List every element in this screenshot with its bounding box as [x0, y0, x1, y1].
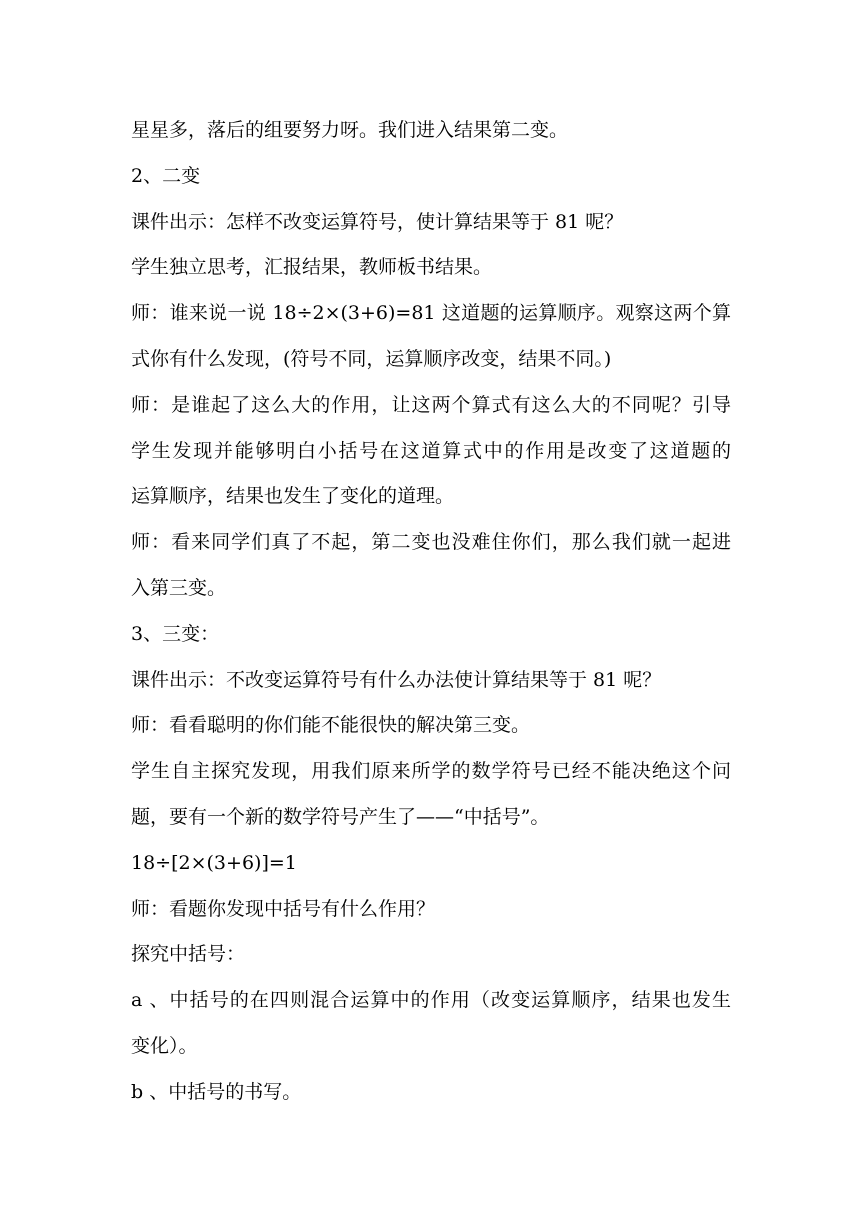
section-heading: 2、二变 [131, 164, 201, 187]
text-line: 运算顺序，结果也发生了变化的道理。 [131, 485, 455, 508]
text-line: 式你有什么发现，(符号不同，运算顺序改变，结果不同。) [131, 347, 612, 370]
text-line: 师：看来同学们真了不起，第二变也没难住你们，那么我们就一起进 [131, 531, 731, 554]
text-line: 学生独立思考，汇报结果，教师板书结果。 [131, 256, 493, 279]
list-item: b 、中括号的书写。 [131, 1080, 302, 1103]
text-line: 师：是谁起了这么大的作用，让这两个算式有这么大的不同呢？引导 [131, 393, 731, 416]
text-line: 星星多，落后的组要努力呀。我们进入结果第二变。 [131, 119, 569, 141]
text-line: 学生自主探究发现，用我们原来所学的数学符号已经不能决绝这个问 [131, 760, 731, 783]
list-item: a 、中括号的在四则混合运算中的作用（改变运算顺序，结果也发生 [131, 989, 731, 1012]
text-line: 师：谁来说一说 18÷2×(3+6)=81 这道题的运算顺序。观察这两个算 [131, 302, 731, 325]
text-line: 师：看看聪明的你们能不能很快的解决第三变。 [131, 714, 531, 737]
text-line: 题，要有一个新的数学符号产生了——“中括号”。 [131, 805, 550, 828]
section-heading: 3、三变： [131, 622, 220, 645]
text-line: 探究中括号： [131, 943, 246, 966]
document-body [131, 108, 731, 1116]
text-line: 变化）。 [131, 1034, 198, 1057]
text-line: 师：看题你发现中括号有什么作用？ [131, 897, 436, 920]
formula-line: 18÷[2×(3+6)]=1 [131, 851, 297, 874]
text-line: 课件出示：怎样不改变运算符号，使计算结果等于 81 呢？ [131, 210, 624, 233]
text-line: 学生发现并能够明白小括号在这道算式中的作用是改变了这道题的 [131, 439, 731, 462]
text-line: 课件出示：不改变运算符号有什么办法使计算结果等于 81 呢？ [131, 668, 662, 691]
text-line: 入第三变。 [131, 576, 227, 599]
